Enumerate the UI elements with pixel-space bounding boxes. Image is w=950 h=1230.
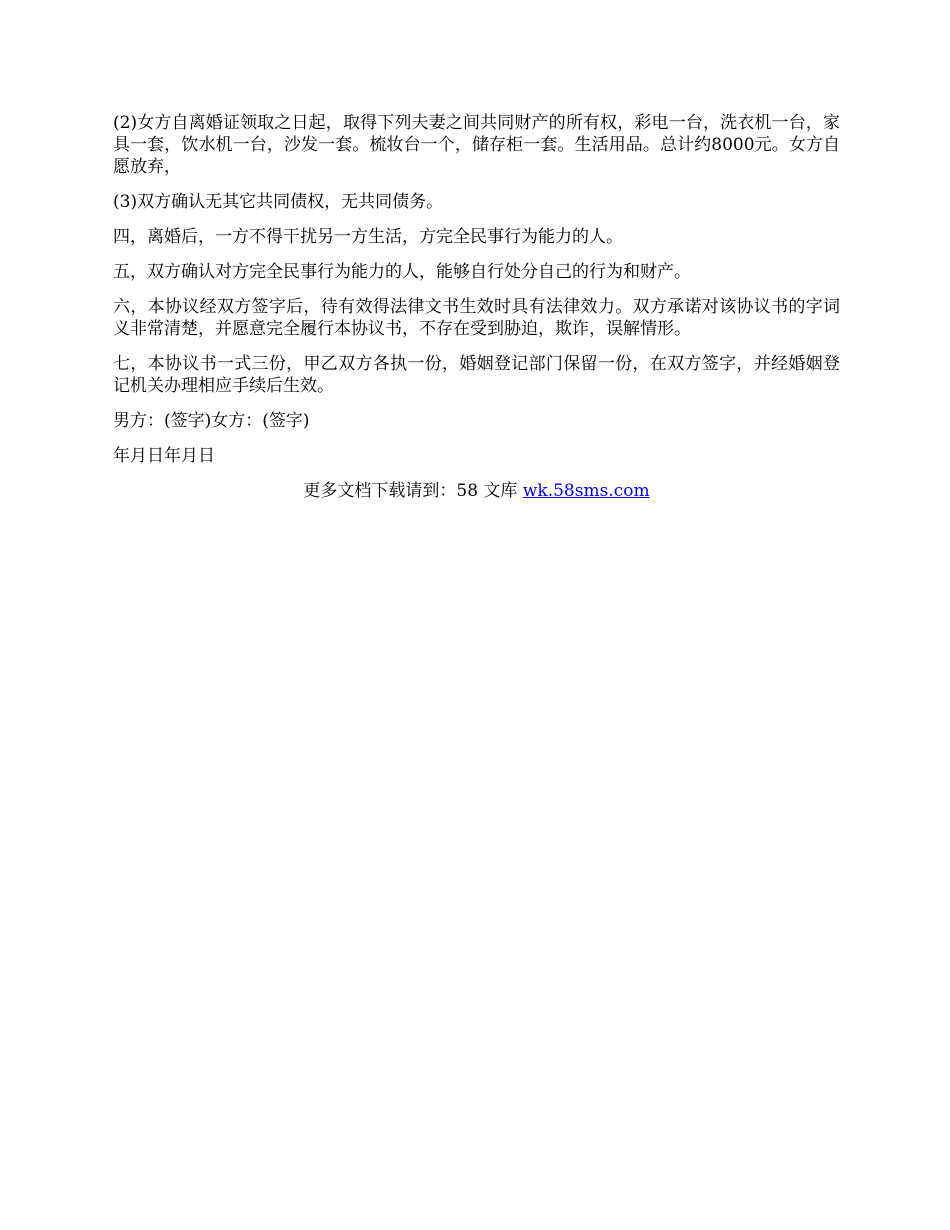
footer-link[interactable]: wk.58sms.com	[522, 481, 650, 501]
date-line: 年月日年月日	[113, 446, 215, 466]
paragraph-clause-five: 五，双方确认对方完全民事行为能力的人，能够自行处分自己的行为和财产。	[113, 262, 691, 282]
paragraph-clause-four: 四，离婚后，一方不得干扰另一方生活，方完全民事行为能力的人。	[113, 227, 623, 247]
paragraph-debts: (3)双方确认无其它共同债权，无共同债务。	[113, 192, 444, 212]
paragraph-property-allocation: (2)女方自离婚证领取之日起，取得下列夫妻之间共同财产的所有权，彩电一台，洗衣机一台，家具一套，饮水机一台，沙发一套。梳妆台一个，储存柜一套。生活用品。总计约8000元。女方自愿放弃，	[113, 113, 840, 177]
document-body	[113, 112, 840, 502]
signature-line: 男方：(签字)女方：(签字)	[113, 411, 310, 431]
footer-text: 更多文档下载请到：58 文库	[303, 481, 523, 501]
paragraph-clause-seven: 七，本协议书一式三份，甲乙双方各执一份，婚姻登记部门保留一份，在双方签字，并经婚姻登记机关办理相应手续后生效。	[113, 354, 840, 396]
download-footer	[113, 480, 840, 502]
paragraph-clause-six: 六，本协议经双方签字后，待有效得法律文书生效时具有法律效力。双方承诺对该协议书的字词义非常清楚，并愿意完全履行本协议书，不存在受到胁迫，欺诈，误解情形。	[113, 297, 840, 339]
